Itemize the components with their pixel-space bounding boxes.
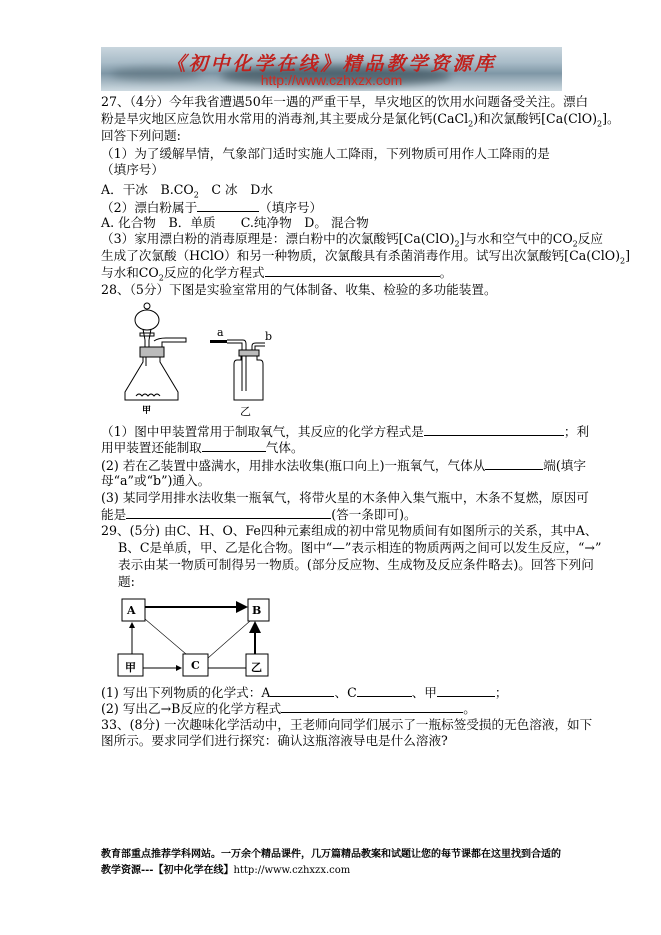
q28-line: 母“a”或“b”)通入。 — [101, 473, 211, 488]
label-yi: 乙 — [240, 405, 251, 418]
subscript: 2 — [158, 273, 164, 283]
text: (答一条即可)。 — [331, 507, 417, 522]
subscript: 2 — [620, 256, 626, 266]
answer-blank[interactable] — [281, 700, 463, 713]
text: 。 — [463, 701, 476, 716]
q27-line — [101, 199, 322, 216]
answer-blank[interactable] — [437, 684, 495, 697]
answer-blank[interactable] — [357, 684, 412, 697]
q28-line — [101, 439, 304, 456]
subscript: 2 — [454, 239, 460, 249]
text: （3）家用漂白粉的消毒原理是：漂白粉中的次氯酸钙[Ca(ClO) — [101, 231, 455, 246]
text: (2) 若在乙装置中盛满水，用排水法收集(瓶口向上)一瓶氧气，气体从 — [101, 458, 486, 473]
apparatus-figure — [110, 300, 290, 415]
subscript: 2 — [572, 239, 578, 249]
text: 教学资源---【初中化学在线】 — [101, 865, 234, 876]
text: 与水和CO — [101, 265, 159, 280]
text: （2）漂白粉属于 — [101, 200, 198, 215]
text: 粉是旱灾地区应急饮用水常用的消毒剂,其主要成分是氯化钙(CaCl — [101, 111, 469, 126]
text: 反应 — [577, 231, 603, 246]
banner-url: http://www.czhxzx.com — [260, 72, 403, 88]
label-a: a — [217, 326, 224, 339]
q29-line — [101, 700, 476, 717]
text: (1) 写出下列物质的化学式：A — [101, 685, 271, 700]
label-b: b — [265, 330, 273, 343]
text: ] — [625, 248, 631, 263]
text: （1）图中甲装置常用于制取氧气，其反应的化学方程式是 — [101, 424, 424, 439]
node-yi: 乙 — [251, 661, 262, 674]
subscript: 2 — [597, 119, 603, 129]
text: 、C — [334, 685, 357, 700]
text: 、甲 — [411, 685, 437, 700]
text: 气体。 — [265, 440, 304, 455]
q27-line: 回答下列问题: — [101, 128, 181, 143]
answer-blank[interactable] — [197, 199, 259, 212]
q27-line: （填序号） — [101, 162, 164, 177]
text: （填序号） — [259, 200, 323, 215]
q28-line: 28、（5分）下图是实验室常用的气体制备、收集、检验的多功能装置。 — [101, 282, 497, 297]
text: 用甲装置还能制取 — [101, 440, 202, 455]
q27-line: 27、（4分）今年我省遭遇50年一遇的严重干旱，旱灾地区的饮用水问题备受关注。漂白 — [101, 94, 589, 109]
q33-line: 33、(8分) 一次趣味化学活动中，王老师向同学们展示了一瓶标签受损的无色溶液，如下 — [101, 717, 593, 732]
label-jia: 甲 — [142, 406, 152, 416]
answer-blank[interactable] — [485, 457, 543, 470]
answer-blank[interactable] — [424, 423, 564, 436]
text: ；利 — [563, 424, 590, 439]
node-a: A — [127, 604, 136, 617]
q29-line: 题: — [118, 574, 135, 589]
text: 能是 — [101, 507, 127, 522]
text: 生成了次氯酸（HClO）和另一种物质，次氯酸具有杀菌消毒作用。试写出次氯酸钙[Ca(ClO) — [101, 248, 621, 263]
text: ]。 — [602, 111, 620, 126]
q27-line: （1）为了缓解旱情，气象部门适时实施人工降雨，下列物质可用作人工降雨的是 — [101, 146, 550, 161]
q28-line — [101, 506, 417, 523]
q28-line — [101, 423, 589, 440]
q33-line: 图所示。要求同学们进行探究：确认这瓶溶液导电是什么溶液? — [101, 733, 448, 748]
answer-blank[interactable] — [202, 439, 266, 452]
subscript: 2 — [193, 190, 199, 200]
q29-line — [101, 684, 507, 701]
footer-line: 教育部重点推荐学科网站。一万余个精品课件，几万篇精品教案和试题让您的每节课都在这里找到合适的 — [101, 849, 561, 860]
q29-line: 29、(5分) 由C、H、O、Fe四种元素组成的初中常见物质间有如图所示的关系，其中A、 — [101, 523, 598, 538]
text: ； — [494, 685, 508, 700]
q29-line: 表示由某一物质可制得另一物质。(部分反应物、生成物及反应条件略去)。回答下列问 — [118, 557, 594, 572]
node-b: B — [252, 604, 262, 617]
text: A．干冰 B.CO — [101, 182, 194, 197]
q29-line: B、C是单质，甲、乙是化合物。图中“—”表示相连的物质两两之间可以发生反应，“→” — [118, 540, 602, 555]
text: 。 — [439, 265, 453, 280]
answer-blank[interactable] — [270, 684, 334, 697]
text: (2) 写出乙→B反应的化学方程式 — [101, 701, 282, 716]
footer-link[interactable]: http://www.czhxzx.com — [233, 865, 351, 876]
q27-options: A. 化合物 B．单质 C.纯净物 D。 混合物 — [101, 215, 369, 230]
q28-line: (3) 某同学用排水法收集一瓶氧气，将带火星的木条伸入集气瓶中，木条不复燃，原因可 — [101, 490, 589, 505]
text: 端(填字 — [543, 458, 586, 473]
footer-line — [101, 861, 350, 876]
subscript: 2 — [468, 119, 474, 129]
answer-blank[interactable] — [126, 506, 331, 519]
node-jia: 甲 — [125, 661, 136, 674]
node-c: C — [191, 659, 200, 672]
banner-title: 《初中化学在线》精品教学资源库 — [166, 53, 497, 75]
header-banner — [101, 47, 562, 91]
q28-line — [101, 457, 586, 474]
text: C 冰 D水 — [198, 182, 273, 197]
answer-blank[interactable] — [265, 264, 440, 277]
text: ]与水和空气中的CO — [459, 231, 573, 246]
text: 反应的化学方程式 — [163, 265, 265, 280]
text: )和次氯酸钙[Ca(ClO) — [473, 111, 598, 126]
